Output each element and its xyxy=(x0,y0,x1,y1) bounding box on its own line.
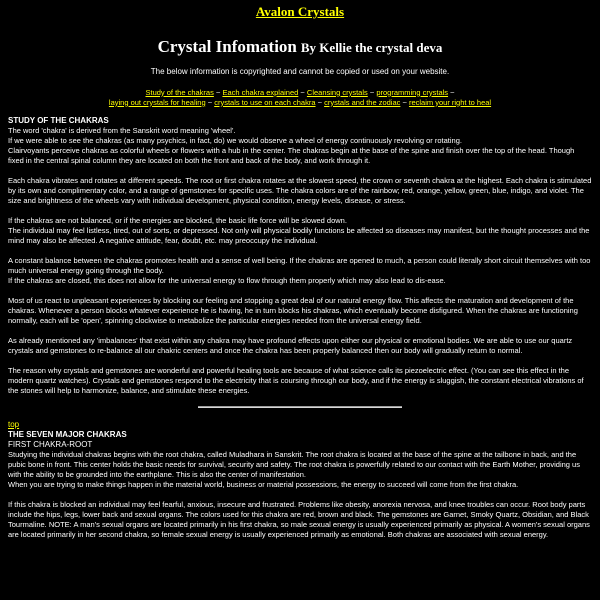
paragraph-line: If we were able to see the chakras (as many psychics, in fact, do) we would observe a wheel of energy continuously revolving or rotating. xyxy=(8,135,462,145)
nav-separator: ~ xyxy=(207,97,213,107)
nav-link-programming-crystals[interactable]: programming crystals xyxy=(376,87,449,97)
nav-link-cleansing-crystals[interactable]: Cleansing crystals xyxy=(306,87,368,97)
paragraph-line: The individual may feel listless, tired, out of sorts, or depressed. Not only will physical bodily functions be affected so diseases may manifest, but the thought processes and the mind may also be affected. A negative attitude, fear, doubt, etc. may preoccupy the individual. xyxy=(8,225,590,245)
paragraph xyxy=(8,336,592,356)
nav-link-crystals-each-chakra[interactable]: crystals to use on each chakra xyxy=(214,97,316,107)
paragraph-line: Each chakra vibrates and rotates at different speeds. The root or first chakra rotates at the slowest speed, the crown or seventh chakra at the highest. Each chakra is stimulated by its own and complimentary color, and a range of gemstones for specific uses. The chakra colors are of the rainbow; red, orange, yellow, green, blue, indigo, and violet. The size and brightness of the wheels vary with individual development, physical condition, energy levels, disease, or stress. xyxy=(8,175,592,205)
nav-separator: ~ xyxy=(317,97,322,107)
nav-separator: ~ xyxy=(215,87,221,97)
site-home-link[interactable]: Avalon Crystals xyxy=(255,4,345,19)
paragraph-line: Studying the individual chakras begins with the root chakra, called Muladhara in Sanskrit. The root chakra is located at the base of the spine at the tailbone in back, and the pubic bone in front. This center holds the basic needs for survival, security and safety. The root chakra is powerfully related to our contact with the Earth Mother, providing us with the ability to be grounded into the earthplane. This is also the center of manifestation. xyxy=(8,449,580,479)
paragraph-line: The reason why crystals and gemstones are wonderful and powerful healing tools are because of what science calls its piezoelectric effect. (You can see this effect in the modern quartz watches). Crystals and gemstones respond to the electricity that is coursing through our body, and if the energy is sluggish, the constant electrical vibrations of the stones will help to harmonize, balance, and stimulate these energies. xyxy=(8,365,584,395)
nav-separator: ~ xyxy=(450,87,455,97)
page-title-byline: By Kellie the crystal deva xyxy=(300,40,443,55)
nav-separator: ~ xyxy=(300,87,305,97)
nav-link-reclaim-right-to-heal[interactable]: reclaim your right to heal xyxy=(408,97,492,107)
paragraph xyxy=(8,450,592,490)
nav-link-crystals-zodiac[interactable]: crystals and the zodiac xyxy=(324,97,401,107)
nav-link-each-chakra-explained[interactable]: Each chakra explained xyxy=(222,87,299,97)
subsection-heading-root: FIRST CHAKRA-ROOT xyxy=(8,439,93,449)
paragraph xyxy=(8,500,592,540)
paragraph xyxy=(8,126,592,166)
paragraph-line: When you are trying to make things happen in the material world, business or material possessions, the energy to succeed will come from the first chakra. xyxy=(8,479,519,489)
page-title xyxy=(8,38,592,57)
section-heading-seven-chakras: THE SEVEN MAJOR CHAKRAS xyxy=(8,429,127,439)
back-to-top-link[interactable]: top xyxy=(8,419,20,429)
paragraph-line: A constant balance between the chakras promotes health and a sense of well being. If the chakras are opened to much, a person could literally short circuit themselves with too much universal energy going through the body. xyxy=(8,255,591,275)
site-title xyxy=(8,4,592,20)
nav-separator: ~ xyxy=(402,97,407,107)
section-divider xyxy=(198,406,402,408)
paragraph-line: The word 'chakra' is derived from the Sanskrit word meaning 'wheel'. xyxy=(8,125,236,135)
copyright-notice: The below information is copyrighted and cannot be copied or used on your website. xyxy=(150,66,450,76)
paragraph xyxy=(8,216,592,246)
paragraph xyxy=(8,176,592,206)
paragraph xyxy=(8,366,592,396)
nav-separator: ~ xyxy=(369,87,375,97)
nav-link-study-of-chakras[interactable]: Study of the chakras xyxy=(145,87,214,97)
paragraph-line: Most of us react to unpleasant experiences by blocking our feeling and stopping a great deal of our natural energy flow. This affects the maturation and development of the chakras. Whenever a person blocks whatever experience he is having, he in turn blocks his chakras, which eventually become disfigured. When the chakras are functioning normally, each will be 'open', spinning clockwise to metabolize the particular energies needed from the universal energy field. xyxy=(8,295,578,325)
paragraph xyxy=(8,256,592,286)
paragraph xyxy=(8,296,592,326)
section-heading-study: STUDY OF THE CHAKRAS xyxy=(8,115,109,125)
paragraph-line: Clairvoyants perceive chakras as colorful wheels or flowers with a hub in the center. The chakras begin at the base of the spine and finish over the top of the head. Though fixed in the central spinal column they are located on both the front and back of the body, and work through it. xyxy=(8,145,575,165)
paragraph-line: As already mentioned any 'imbalances' that exist within any chakra may have profound effects upon either our physical or emotional bodies. We are able to use our quartz crystals and gemstones to re-balance all our chakric centers and once the chakra has been properly balanced then our body will gradually return to normal. xyxy=(8,335,573,355)
paragraph-line: If the chakras are not balanced, or if the energies are blocked, the basic life force will be slowed down. xyxy=(8,215,347,225)
topic-navigation xyxy=(8,88,592,108)
paragraph-line: If the chakras are closed, this does not allow for the universal energy to flow through them properly which may also lead to dis-ease. xyxy=(8,275,446,285)
paragraph-line: If this chakra is blocked an individual may feel fearful, anxious, insecure and frustrated. Problems like obesity, anorexia nervosa, and knee troubles can occur. Root body parts include the hips, legs, lower back and sexual organs. The colors used for this chakra are red, brown and black. The gemstones are Garnet, Smoky Quartz, Obsidian, and Black Tourmaline. NOTE: A man's sexual organs are located primarily in his first chakra, so male sexual energy is usually experienced primarily as physical. A women's sexual organs are located primarily in her second chakra, so female sexual energy is usually experienced primarily as emotional. Both chakras are associated with sexual energy. xyxy=(8,499,590,539)
nav-link-laying-out-crystals[interactable]: laying out crystals for healing xyxy=(108,97,206,107)
page-title-main: Crystal Infomation xyxy=(157,37,297,56)
